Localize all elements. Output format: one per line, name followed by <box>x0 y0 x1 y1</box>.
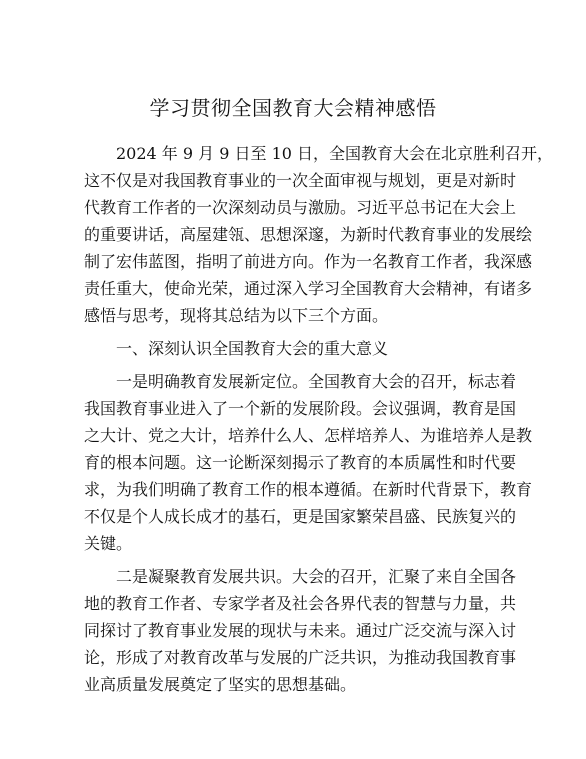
document-title: 学习贯彻全国教育大会精神感悟 <box>149 96 437 120</box>
text-line: 业高质量发展奠定了坚实的思想基础。 <box>84 675 357 694</box>
paragraph-point-one <box>84 368 533 557</box>
text-line: 2024 年 9 月 9 日至 10 日，全国教育大会在北京胜利召开， <box>116 144 554 163</box>
text-line: 育的根本问题。这一论断深刻揭示了教育的本质属性和时代要 <box>84 453 517 472</box>
text-line: 制了宏伟蓝图，指明了前进方向。作为一名教育工作者，我深感 <box>84 252 533 271</box>
text-line: 的重要讲话，高屋建瓴、思想深邃，为新时代教育事业的发展绘 <box>84 225 533 244</box>
text-line: 一、深刻认识全国教育大会的重大意义 <box>116 339 389 358</box>
text-line: 地的教育工作者、专家学者及社会各界代表的智慧与力量，共 <box>84 594 517 613</box>
document-body <box>84 140 554 698</box>
text-line: 之大计、党之大计，培养什么人、怎样培养人、为谁培养人是教 <box>84 426 533 445</box>
section-heading <box>84 335 502 362</box>
paragraph-point-two <box>84 563 517 698</box>
text-line: 我国教育事业进入了一个新的发展阶段。会议强调，教育是国 <box>84 399 517 418</box>
paragraph-intro <box>84 140 554 329</box>
text-line: 不仅是个人成长成才的基石，更是国家繁荣昌盛、民族复兴的 <box>84 507 517 526</box>
text-line: 论，形成了对教育改革与发展的广泛共识，为推动我国教育事 <box>84 648 517 667</box>
text-line: 同探讨了教育事业发展的现状与未来。通过广泛交流与深入讨 <box>84 621 517 640</box>
text-line: 这不仅是对我国教育事业的一次全面审视与规划，更是对新时 <box>84 171 517 190</box>
text-line: 代教育工作者的一次深刻动员与激励。习近平总书记在大会上 <box>84 198 517 217</box>
text-line: 二是凝聚教育发展共识。大会的召开，汇聚了来自全国各 <box>116 567 517 586</box>
text-line: 关键。 <box>84 534 133 553</box>
text-line: 一是明确教育发展新定位。全国教育大会的召开，标志着 <box>116 372 517 391</box>
text-line: 感悟与思考，现将其总结为以下三个方面。 <box>84 306 389 325</box>
text-line: 求，为我们明确了教育工作的根本遵循。在新时代背景下，教育 <box>84 480 533 499</box>
text-line: 责任重大，使命光荣，通过深入学习全国教育大会精神，有诸多 <box>84 279 533 298</box>
